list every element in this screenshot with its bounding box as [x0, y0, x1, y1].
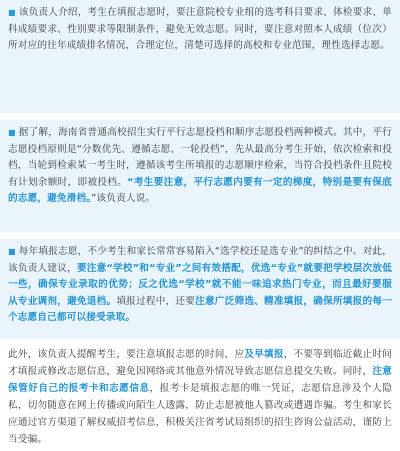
highlighted-text: 注意保管好自己的报考卡和志愿信息 [8, 366, 393, 394]
body-text: 此外，该负责人提醒考生，要注意填报志愿的时间，应 [8, 349, 245, 360]
info-card-1 [0, 0, 400, 113]
highlighted-text: “考生要注意，平行志愿内要有一定的梯度，特别是要有保底的志愿，避免滑档。 [8, 176, 392, 204]
body-text: 据了解，海南省普通高校招生实行平行志愿投档和顺序志愿投档两种模式。其中，平行志愿投档原则是“分数优先、遵循志愿、一轮投档”，先从最高分考生开始，依次检索和投档，当轮到检索某一考生时，遵循该考生所填报的志愿顺序检索，当符合投档条件且院校有计划余额时，即被投档。 [8, 127, 392, 188]
square-bullet-icon: ■ [8, 247, 16, 256]
info-card-3 [0, 239, 400, 339]
paragraph-1 [8, 5, 392, 55]
paragraph-2 [8, 125, 392, 208]
highlighted-text: 要注意“学校”和“专业”之间有效搭配，优选“专业”就要把学校层次放低一些，确保专业录取的优势；反之优选“学校”就不能一味追求热门专业，而且最好要服从专业调剂，避免退档。 [8, 262, 392, 307]
paragraph-3 [8, 244, 392, 327]
body-text: 填报过程中，还要 [116, 295, 196, 307]
info-card-2 [0, 120, 400, 232]
highlighted-text: 及早填报 [244, 349, 284, 360]
paragraph-2-text [8, 127, 392, 204]
highlighted-text: 注意广泛筛选、精准填报，确保所填报的每一个志愿自己都可以接受录取。 [8, 295, 392, 323]
body-text: ，不要等到临近截止时间才填报或修改志愿信息，避免因网络或其他意外情况导致志愿信息提交失败。同时， [8, 349, 392, 377]
closing-paragraph [8, 346, 392, 448]
body-text: ”该负责人说。 [91, 193, 156, 204]
closing-section [0, 346, 400, 448]
body-text: 每年填报志愿，不少考生和家长常常容易陷入“选学校还是选专业”的纠结之中。对此，该负责人建议， [8, 246, 392, 274]
body-text: 该负责人介绍，考生在填报志愿时，要注意院校专业组的选考科目要求、体检要求、单科成绩要求、性别要求等限制条件，避免无效志愿。同时，要注意对照本人成绩（位次）所对应的往年成绩排名情况，合理定位，清楚可选择的高校和专业范围，理性选择志愿。 [8, 7, 392, 51]
square-bullet-icon: ■ [8, 8, 16, 17]
body-text: ，报考卡是填报志愿的唯一凭证，志愿信息涉及个人隐私，切勿随意在网上传播或向陌生人透露，防止志愿被他人篡改或遭遇诈骗。考生和家长应通过官方渠道了解权威招考信息，积极关注省考试局组织的招生咨询公益活动，谨防上当受骗。 [8, 383, 392, 445]
closing-paragraph-text [8, 349, 392, 445]
paragraph-1-text [8, 7, 392, 51]
square-bullet-icon: ■ [8, 128, 16, 137]
paragraph-3-text [8, 246, 392, 323]
